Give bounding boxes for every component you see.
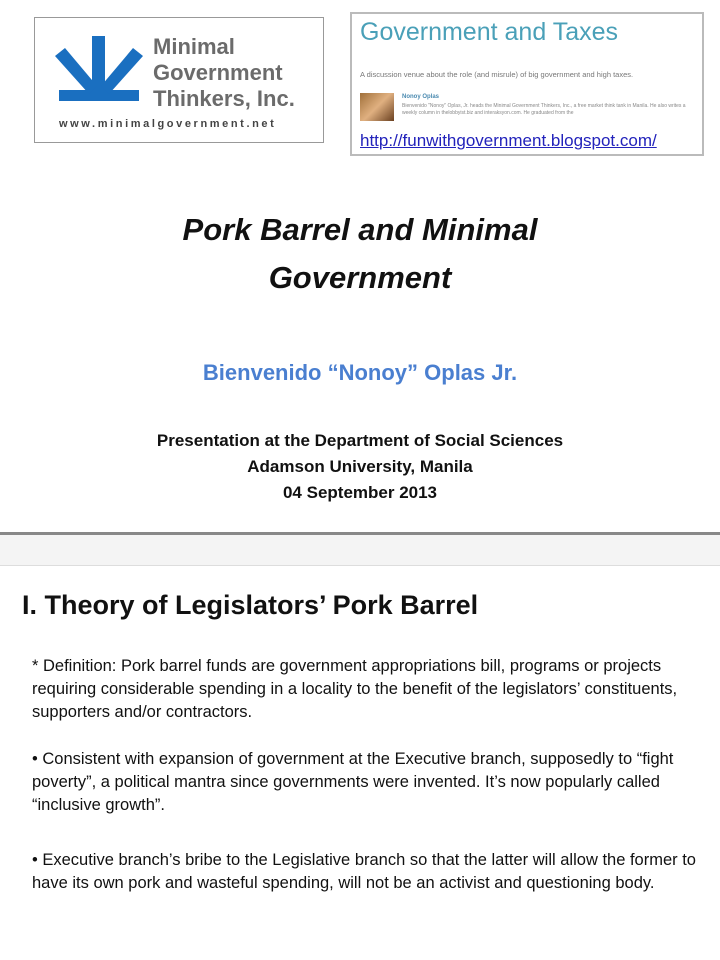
author-name: Bienvenido “Nonoy” Oplas Jr. bbox=[202, 360, 518, 385]
blog-title: Government and Taxes bbox=[360, 18, 619, 46]
pres-line-1: Presentation at the Department of Social Sciences bbox=[156, 431, 564, 450]
logo-name bbox=[153, 34, 295, 112]
logo-url: www.minimalgovernment.net bbox=[59, 118, 277, 130]
blog-author: Nonoy Oplas bbox=[402, 94, 440, 100]
title-line-1: Pork Barrel and Minimal bbox=[182, 212, 538, 247]
author-photo bbox=[360, 93, 394, 121]
slide-separator bbox=[0, 532, 720, 566]
minimal-government-logo bbox=[34, 17, 324, 143]
logo-line-3: Thinkers, Inc. bbox=[153, 86, 295, 111]
logo-mark-icon bbox=[55, 36, 145, 106]
blog-link[interactable]: http://funwithgovernment.blogspot.com/ bbox=[360, 131, 657, 150]
bullet-executive-expansion: • Consistent with expansion of government at the Executive branch, supposedly to “fight poverty”, a political mantra since governments were invented. It’s now popularly called “inclusive growth”. bbox=[32, 750, 674, 814]
presentation-info bbox=[0, 428, 720, 506]
logo-line-2: Government bbox=[153, 60, 283, 85]
definition-paragraph: * Definition: Pork barrel funds are government appropriations bill, programs or projects requiring considerable spending in a locality to the benefit of the legislators’ constituents, supporters and/or contractors. bbox=[32, 657, 678, 721]
pres-date: 04 September 2013 bbox=[282, 483, 438, 502]
blog-description: A discussion venue about the role (and misrule) of big government and high taxes. bbox=[360, 70, 634, 79]
pres-line-2: Adamson University, Manila bbox=[247, 457, 473, 476]
blog-bio: Bienvenido "Nonoy" Oplas, Jr. heads the Minimal Government Thinkers, Inc., a free market think tank in Manila. He also writes a weekly column in thelobbyist.biz and interaksyon.com. He graduated from the bbox=[402, 103, 686, 116]
logo-line-1: Minimal bbox=[153, 34, 235, 59]
slide-heading: I. Theory of Legislators’ Pork Barrel bbox=[22, 590, 479, 620]
bullet-executive-bribe: • Executive branch’s bribe to the Legislative branch so that the latter will allow the former to have its own pork and wasteful spending, will not be an activist and questioning body. bbox=[32, 851, 696, 892]
blog-screenshot bbox=[350, 12, 704, 156]
slide-title bbox=[0, 206, 720, 302]
title-line-2: Government bbox=[268, 260, 452, 295]
